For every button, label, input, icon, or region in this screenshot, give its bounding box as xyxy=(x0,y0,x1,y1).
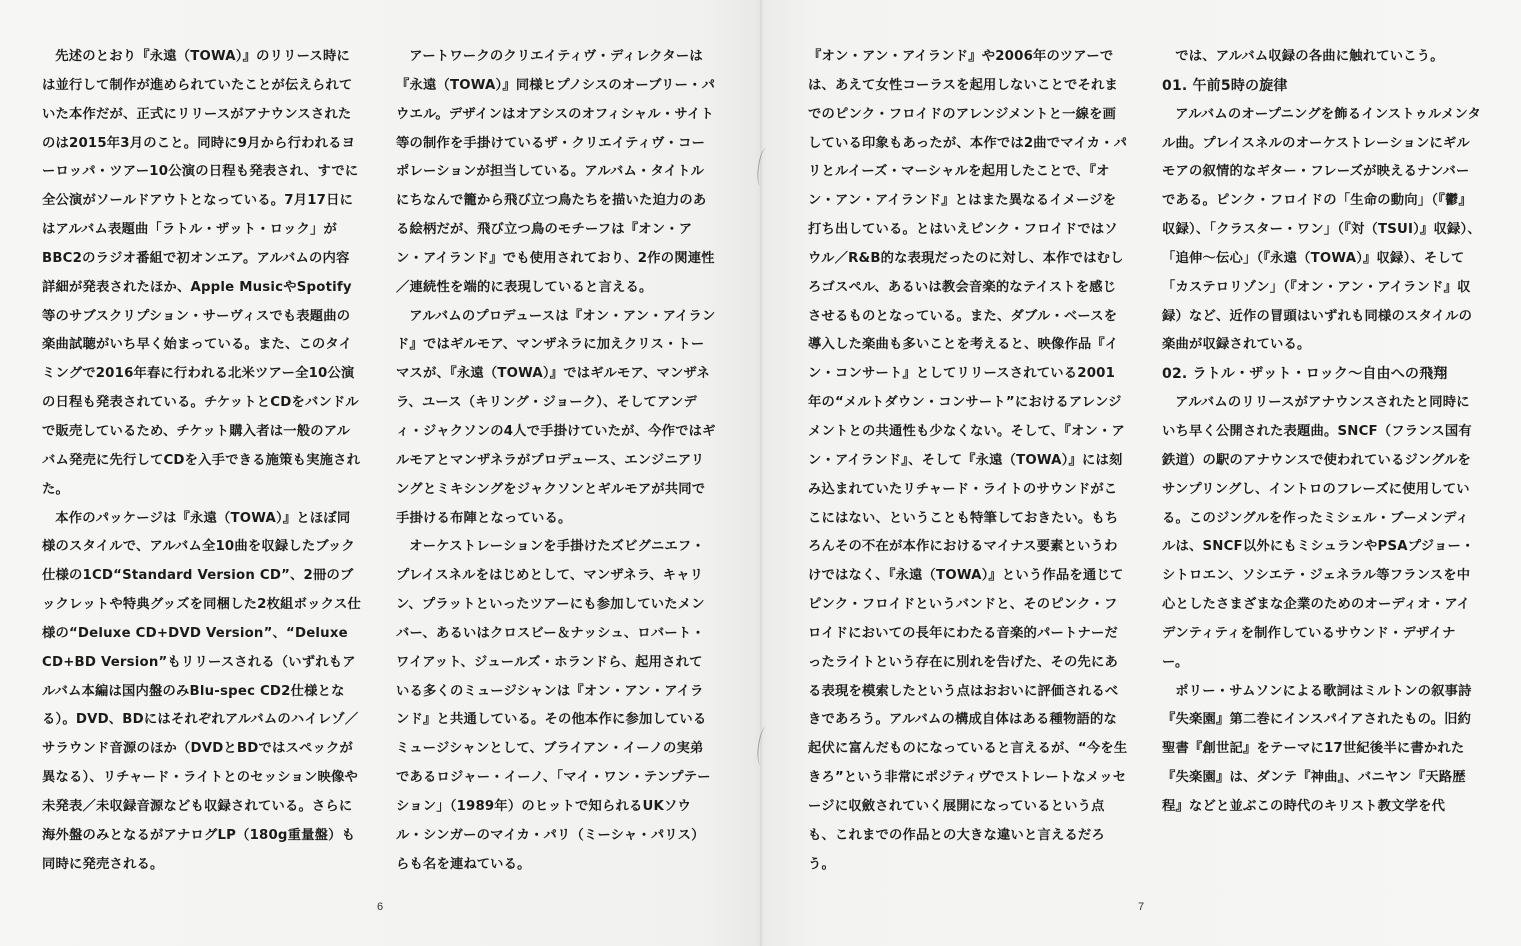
paragraph: アートワークのクリエイティヴ・ディレクターは『永遠（TOWA）』同様ヒプノシスのオーブリー・パウエル。デザインはオアシスのオフィシャル・サイト等の制作を手掛けているザ・クリエイティヴ・コーポレーションが担当している。アルバム・タイトルにちなんで籠から飛び立つ鳥たちを描いた迫力のある絵柄だが、飛び立つ鳥のモチーフは『オン・アン・アイランド』でも使用されており、2作の関連性／連続性を端的に表現していると言える。 xyxy=(396,49,716,295)
page-number: 6 xyxy=(377,901,384,913)
page7-column-right xyxy=(1162,43,1482,822)
staple-bottom xyxy=(755,726,771,765)
page6-column-left xyxy=(42,43,362,879)
track-heading: 02. ラトル・ザット・ロック〜自由への飛翔 xyxy=(1162,366,1448,383)
paragraph: アルバムのオープニングを飾るインストゥルメンタル曲。プレイスネルのオーケストレーションにギルモアの叙情的なギター・フレーズが映えるナンバーである。ピンク・フロイドの「生命の動向」（『鬱』収録）、「クラスター・ワン」（『対（TSUI）』収録）、「追伸〜伝心」（『永遠（TOWA）』収録）、そして「カステロリゾン」（『オン・アン・アイランド』収録）など、近作の冒頭はいずれも同様のスタイルの楽曲が収録されている。 xyxy=(1162,106,1482,353)
paragraph: 先述のとおり『永遠（TOWA）』のリリース時には並行して制作が進められていたことが伝えられていた本作だが、正式にリリースがアナウンスされたのは2015年3月のこと。同時に9月から行われるヨーロッパ・ツアー10公演の日程も発表され、すでに全公演がソールドアウトとなっている。7月17日にはアルバム表題曲「ラトル・ザット・ロック」がBBC2のラジオ番組で初オンエア。アルバムの内容詳細が発表されたほか、Apple MusicやSpotify等のサブスクリプション・サーヴィスでも表題曲の楽曲試聴がいち早く始まっている。また、このタイミングで2016年春に行われる北米ツアー全10公演の日程も発表されている。チケットとCDをバンドルで販売しているため、チケット購入者は一般のアルバム発売に先行してCDを入手できる施策も実施された。 xyxy=(42,49,361,497)
paragraph: 本作のパッケージは『永遠（TOWA）』とほぼ同様のスタイルで、アルバム全10曲を収録したブック仕様の1CD“Standard Version CD”、2冊のブックレットや特典グッズを同梱した2枚組ボックス仕様の“Deluxe CD+DVD Version”、“Deluxe CD+BD Version”もリリースされる（いずれもアルバム本編は国内盤のみBlu-spec CD2仕様となる）。DVD、BDにはそれぞれアルバムのハイレゾ／サラウンド音源のほか（DVDとBDではスペックが異なる）、リチャード・ライトとのセッション映像や未発表／未収録音源なども収録されている。さらに海外盤のみとなるがアナログLP（180g重量盤）も同時に発売される。 xyxy=(42,510,361,872)
paragraph: アルバムのプロデュースは『オン・アン・アイランド』ではギルモア、マンザネラに加えクリス・トーマスが、『永遠（TOWA）』ではギルモア、マンザネラ、ユース（キリング・ジョーク）、そしてアンディ・ジャクソンの4人で手掛けていたが、今作ではギルモアとマンザネラがプロデュース、エンジニアリングとミキシングをジャクソンとギルモアが共同で手掛ける布陣となっている。 xyxy=(396,308,716,526)
page-number: 7 xyxy=(1138,901,1145,913)
paragraph: アルバムのリリースがアナウンスされたと同時にいち早く公開された表題曲。SNCF（フランス国有鉄道）の駅のアナウンスで使われているジングルをサンプリングし、イントロのフレーズに使用している。このジングルを作ったミシェル・ブーメンディルは、SNCF以外にもミシュランやPSAプジョー・シトロエン、ソシエテ・ジェネラル等フランスを中心としたさまざまな企業のためのオーディオ・アイデンティティを制作しているサウンド・デザイナー。 xyxy=(1162,395,1475,670)
paragraph: ポリー・サムソンによる歌詞はミルトンの叙事詩『失楽園』第二巻にインスパイアされたもの。旧約聖書『創世記』をテーマに17世紀後半に書かれた『失楽園』は、ダンテ『神曲』、バニヤン『天路歴程』などと並ぶこの時代のキリスト教文学を代 xyxy=(1162,683,1472,814)
paragraph: 『オン・アン・アイランド』や2006年のツアーでは、あえて女性コーラスを起用しないことでそれまでのピンク・フロイドのアレンジメントと一線を画している印象もあったが、本作では2曲でマイカ・パリとルイーズ・マーシャルを起用したことで、『オン・アン・アイランド』とはまた異なるイメージを打ち出している。とはいえピンク・フロイドではソウル／R&B的な表現だったのに対し、本作ではむしろゴスペル、あるいは教会音楽的なテイストを感じさせるものとなっている。また、ダブル・ベースを導入した楽曲も多いことを考えると、映像作品『イン・コンサート』としてリリースされている2001年の“メルトダウン・コンサート”におけるアレンジメントとの共通性も少なくない。そして、『オン・アン・アイランド』、そして『永遠（TOWA）』には刻み込まれていたリチャード・ライトのサウンドがここにはない、ということも特筆しておきたい。もちろんその不在が本作におけるマイナス要素というわけではなく、『永遠（TOWA）』という作品を通じてピンク・フロイドというバンドと、そのピンク・フロイドにおいての長年にわたる音楽的パートナーだったライトという存在に別れを告げた、その先にある表現を模索したという点はおおいに評価されるべきであろう。アルバムの構成自体はある種物語的な起伏に富んだものになっていると言えるが、“今を生きろ”という非常にポジティヴでストレートなメッセージに収斂されていく展開になっているという点も、これまでの作品との大きな違いと言えるだろう。 xyxy=(808,49,1128,872)
staple-top xyxy=(755,147,771,186)
paragraph: オーケストレーションを手掛けたズビグニエフ・プレイスネルをはじめとして、マンザネラ、キャリン、プラットといったツアーにも参加していたメンバー、あるいはクロスビー＆ナッシュ、ロバート・ワイアット、ジュールズ・ホランドら、起用されている多くのミュージシャンは『オン・アン・アイランド』と共通している。その他本作に参加しているミュージシャンとして、ブライアン・イーノの実弟であるロジャー・イーノ、「マイ・ワン・テンプテーション」（1989年）のヒットで知られるUKソウル・シンガーのマイカ・パリ（ミーシャ・パリス）らも名を連ねている。 xyxy=(396,539,711,872)
track-heading: 01. 午前5時の旋律 xyxy=(1162,77,1288,94)
center-fold xyxy=(760,0,762,946)
page7-column-left xyxy=(808,43,1128,879)
paragraph: では、アルバム収録の各曲に触れていこう。 xyxy=(1175,49,1444,64)
page6-column-right xyxy=(396,43,716,879)
